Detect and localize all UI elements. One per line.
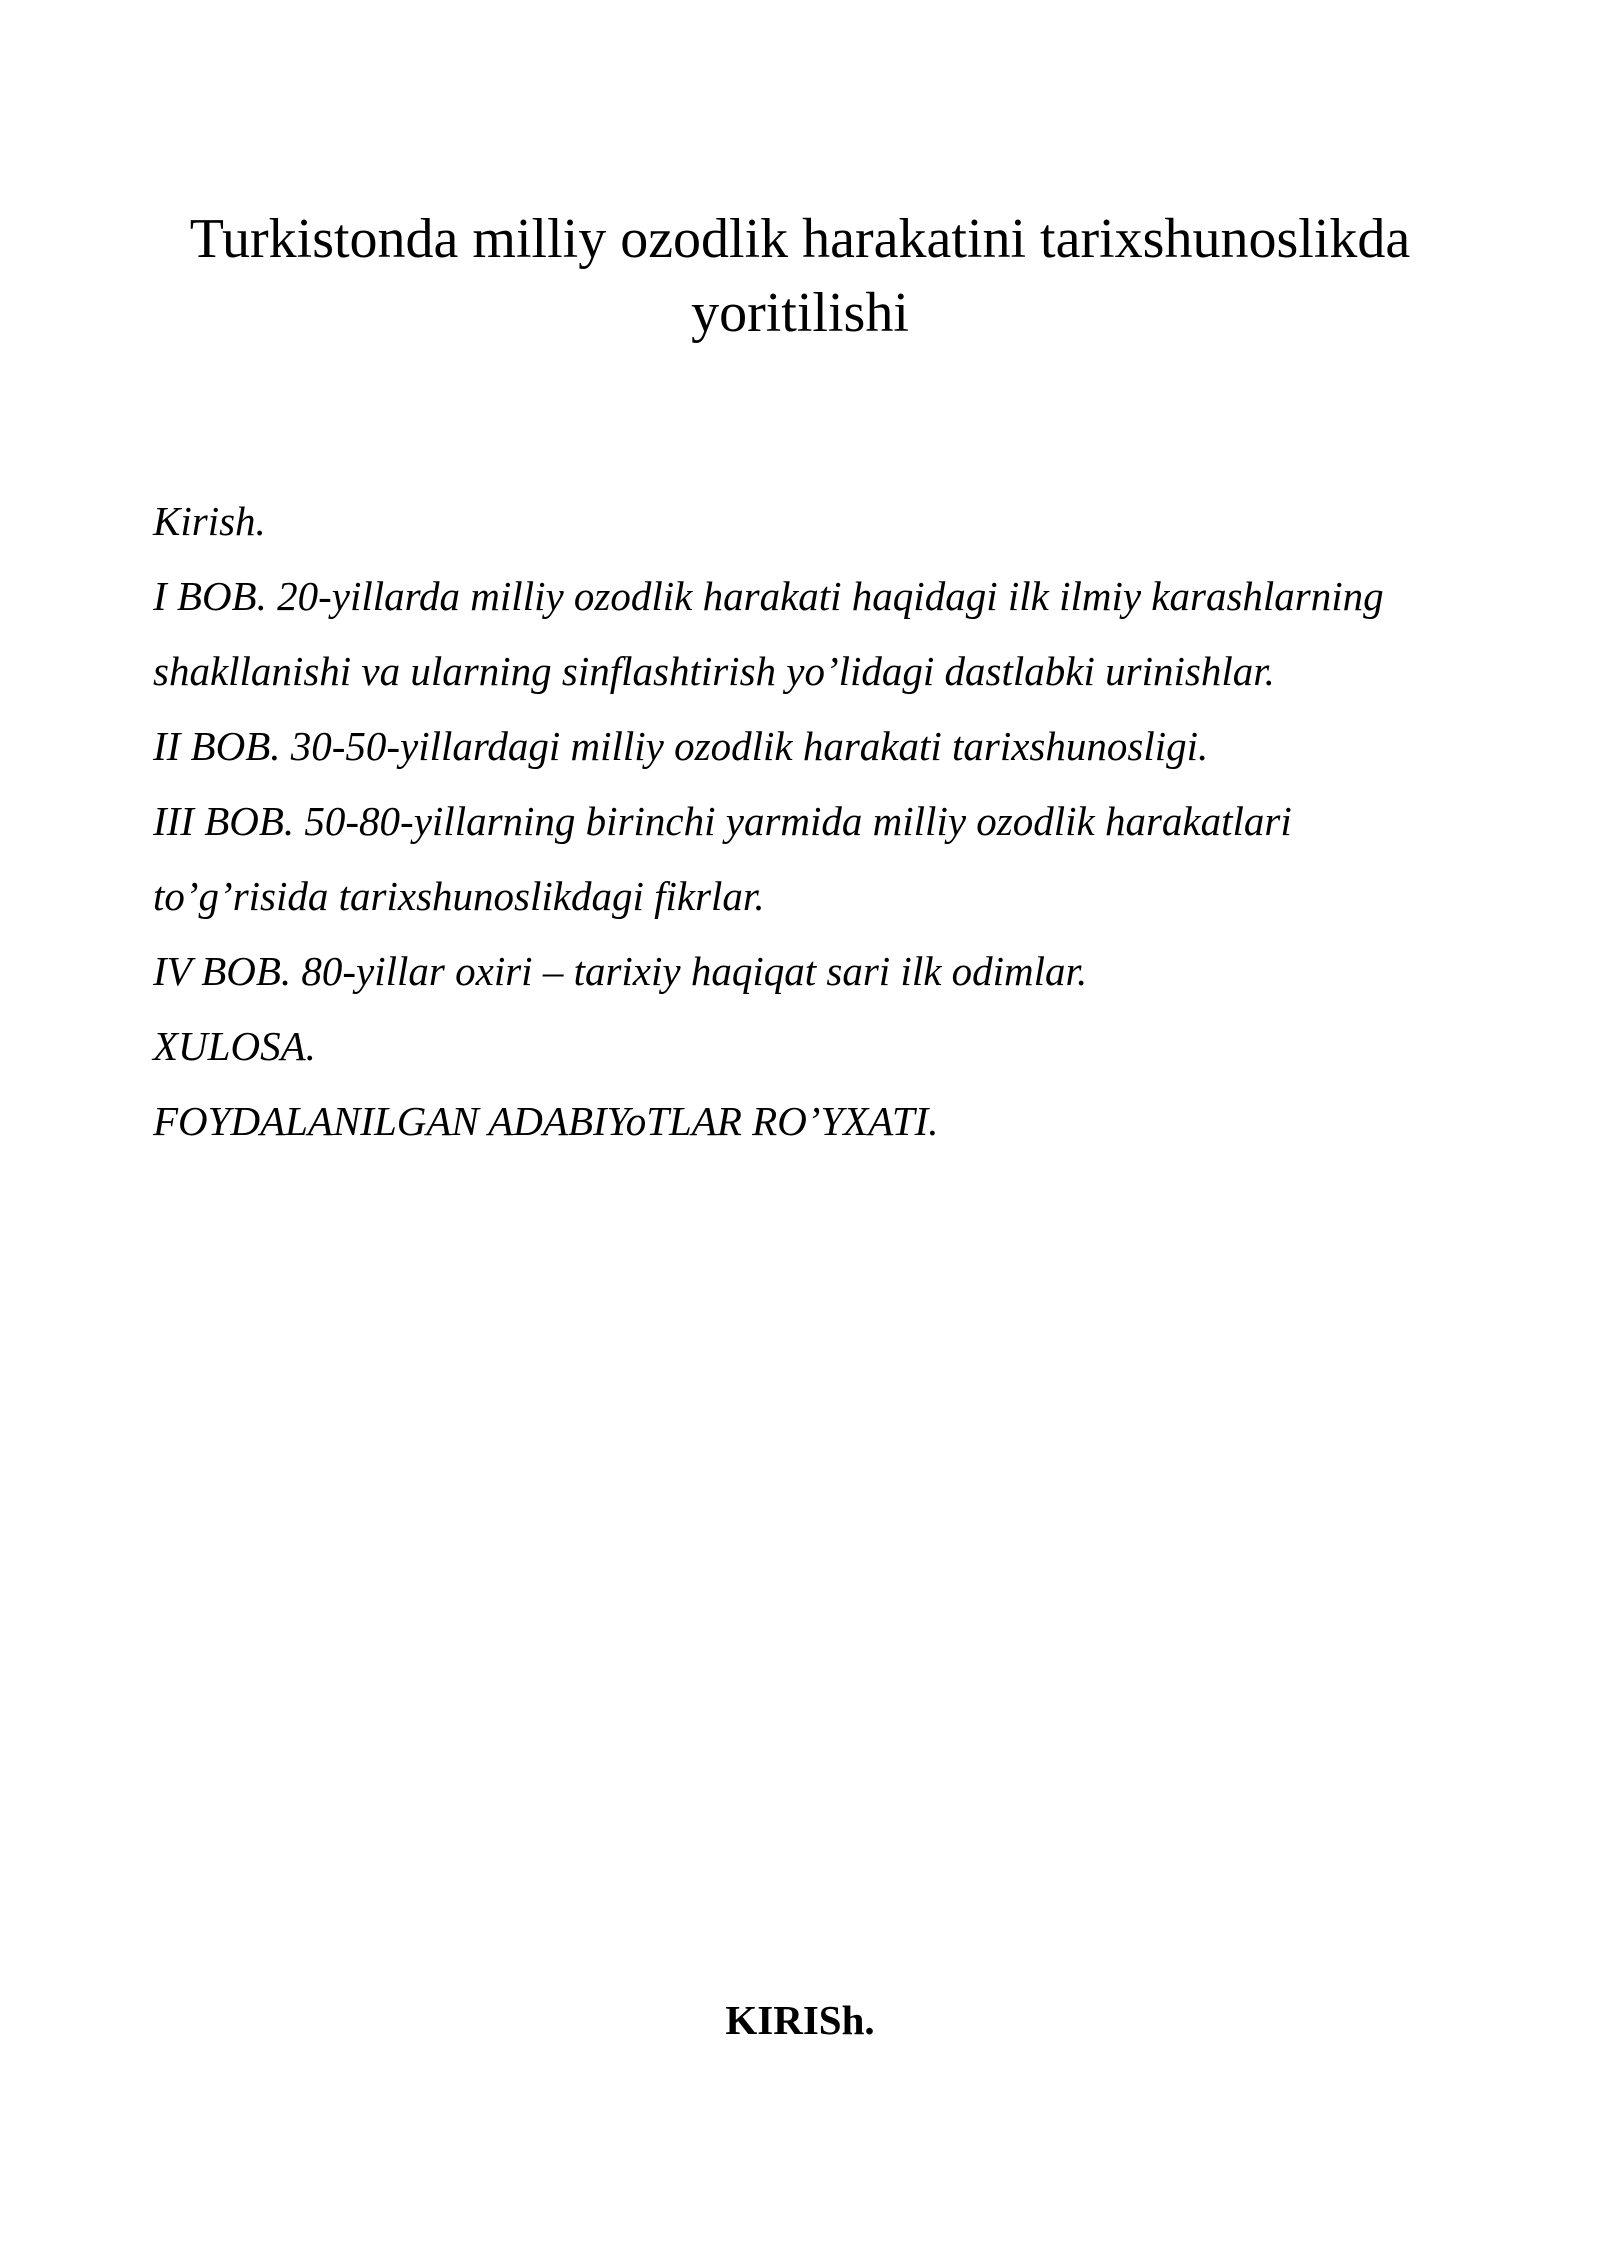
toc-item-kirish: Kirish. bbox=[153, 498, 266, 544]
toc-item-bob-3-line-2: to’g’risida tarixshunoslikdagi fikrlar. bbox=[153, 873, 765, 919]
toc-item-xulosa: XULOSA. bbox=[153, 1023, 316, 1069]
toc-item-bob-4: IV BOB. 80-yillar oxiri – tarixiy haqiqat sari ilk odimlar. bbox=[153, 948, 1088, 994]
toc-item-bob-2: II BOB. 30-50-yillardagi milliy ozodlik harakati tarixshunosligi. bbox=[153, 723, 1209, 769]
document-title bbox=[140, 202, 1460, 350]
title-line-2: yoritilishi bbox=[691, 282, 909, 344]
toc-item-adabiyotlar: FOYDALANILGAN ADABIYoTLAR RO’YXATI. bbox=[153, 1098, 939, 1144]
table-of-contents bbox=[153, 484, 1473, 1159]
toc-item-bob-1-line-2: shakllanishi va ularning sinflashtirish yo’lidagi dastlabki urinishlar. bbox=[153, 648, 1275, 694]
toc-item-bob-3-line-1: III BOB. 50-80-yillarning birinchi yarmida milliy ozodlik harakatlari bbox=[153, 798, 1292, 844]
section-heading-kirish: KIRISh. bbox=[725, 1997, 875, 2043]
toc-item-bob-1-line-1: I BOB. 20-yillarda milliy ozodlik harakati haqidagi ilk ilmiy karashlarning bbox=[153, 573, 1384, 619]
title-line-1: Turkistonda milliy ozodlik harakatini tarixshunoslikda bbox=[189, 208, 1411, 270]
